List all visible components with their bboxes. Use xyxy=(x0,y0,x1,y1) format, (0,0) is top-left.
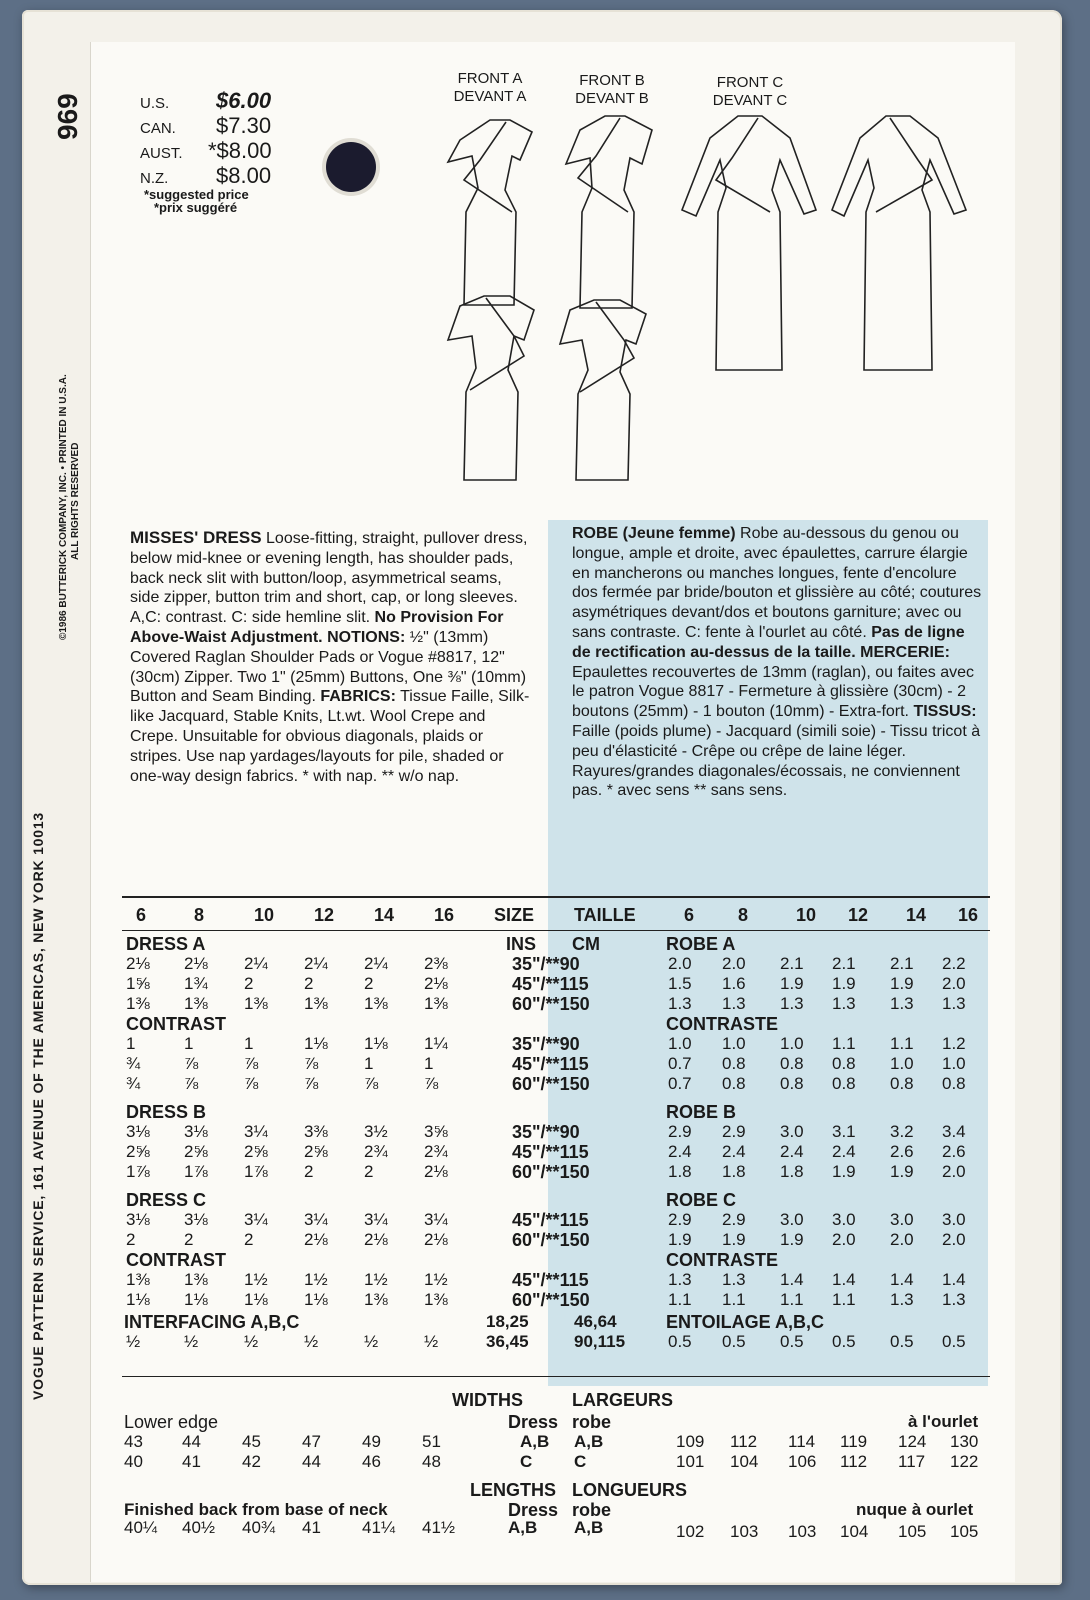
largeurs-label: LARGEURS xyxy=(572,1390,674,1410)
yardage-cm-cell: 2.0 xyxy=(722,954,746,973)
width-ins-cell: 41 xyxy=(182,1452,201,1471)
fabric-width-cell: 35"/**90 xyxy=(512,1034,580,1054)
yardage-ins-cell: 1⅜ xyxy=(184,994,208,1013)
yardage-cm-cell: 1.9 xyxy=(780,1230,804,1249)
yardage-cm-cell: 2.4 xyxy=(668,1142,692,1161)
yardage-cm-cell: 1.4 xyxy=(832,1270,856,1289)
english-description: MISSES' DRESS Loose-fitting, straight, pullover dress, below mid-knee or evening length, has shoulder pads, back neck slit with button/loop, asymmetrical seams, side zipper, button trim and short, cap, or long sleeves. A,C: contrast. C: side hemline slit. No Provision For Above-Waist Adjustment. NOTIONS: ½" (13mm) Covered Raglan Shoulder Pads or Vogue #8817, 12" (30cm) Zipper. Two 1" (25mm) Buttons, One ⅜" (10mm) Button and Seam Binding. FABRICS: Tissue Faille, Silk-like Jacquard, Stable Knits, Lt.wt. Wool Crepe and Crepe. Unsuitable for obvious diagonals, plaids or stripes. Use nap yardages/layouts for pile, shaded or one-way design fabrics. * with nap. ** w/o nap. xyxy=(130,528,530,785)
a-lourlet-label: à l'ourlet xyxy=(908,1412,979,1431)
yardage-ins-cell: 2⅛ xyxy=(364,1230,388,1249)
price-row-nz: N.Z. $8.00 xyxy=(140,163,272,188)
yardage-cm-cell: 2.6 xyxy=(942,1142,966,1161)
interfacing-cm-cell: 0.5 xyxy=(890,1332,914,1351)
yardage-ins-cell: ¾ xyxy=(126,1074,141,1093)
yardage-ins-cell: 2⅜ xyxy=(424,954,448,973)
yardage-ins-cell: 1⅛ xyxy=(364,1034,388,1053)
section-label-fr: CONTRASTE xyxy=(666,1014,778,1034)
size-header-16: 16 xyxy=(434,905,455,925)
lengths-robe-label: robe xyxy=(572,1500,612,1520)
fabric-width-cell: 60"/**150 xyxy=(512,1162,590,1182)
interfacing-cm-cell: 0.5 xyxy=(780,1332,804,1351)
figure-label-a: FRONT A DEVANT A xyxy=(453,70,527,105)
yardage-cm-cell: 1.3 xyxy=(942,1290,966,1309)
yardage-ins-cell: 3¼ xyxy=(424,1210,448,1229)
yardage-cm-cell: 3.0 xyxy=(942,1210,966,1229)
interfacing-cm-cell: 0.5 xyxy=(832,1332,856,1351)
interfacing-cm-cell: 0.5 xyxy=(722,1332,746,1351)
taille-header-16: 16 xyxy=(958,905,979,925)
section-label-en: DRESS A xyxy=(126,934,206,954)
yardage-cm-cell: 0.8 xyxy=(890,1074,914,1093)
fabric-width-cell: 45"/**115 xyxy=(512,1270,589,1290)
width-cm-cell: 124 xyxy=(898,1432,927,1451)
yardage-cm-cell: 1.3 xyxy=(832,994,856,1013)
yardage-ins-cell: 1⅜ xyxy=(126,1270,150,1289)
yardage-cm-cell: 3.0 xyxy=(890,1210,914,1229)
widths-robe-label: robe xyxy=(572,1412,612,1432)
length-cm-cell: 105 xyxy=(898,1522,927,1541)
price-list xyxy=(140,88,272,214)
width-ins-cell: 51 xyxy=(422,1432,441,1451)
chart-header-rule xyxy=(122,930,990,931)
dress-a-back-icon xyxy=(448,296,534,480)
yardage-cm-cell: 1.3 xyxy=(942,994,966,1013)
yardage-ins-cell: 3¼ xyxy=(304,1210,328,1229)
yardage-ins-cell: 1⅛ xyxy=(304,1290,328,1309)
yardage-cm-cell: 0.8 xyxy=(832,1074,856,1093)
width-ins-cell: 46 xyxy=(362,1452,381,1471)
length-ins-cell: 40¾ xyxy=(242,1518,276,1537)
yardage-cm-cell: 3.0 xyxy=(780,1210,804,1229)
size-header-6: 6 xyxy=(136,905,147,925)
yardage-ins-cell: 2¼ xyxy=(244,954,268,973)
price-row-aust: AUST. *$8.00 xyxy=(140,138,272,163)
yardage-cm-cell: 2.0 xyxy=(668,954,692,973)
yardage-ins-cell: 1⅛ xyxy=(304,1034,328,1053)
fabric-width-cell: 35"/**90 xyxy=(512,1122,580,1142)
width-ins-cell: 40 xyxy=(124,1452,143,1471)
yardage-ins-cell: 1⅞ xyxy=(126,1162,150,1181)
yardage-cm-cell: 2.9 xyxy=(722,1210,746,1229)
section-label-en: DRESS B xyxy=(126,1102,207,1122)
yardage-cm-cell: 2.4 xyxy=(832,1142,856,1161)
yardage-cm-cell: 2.9 xyxy=(722,1122,746,1141)
yardage-cm-cell: 1.2 xyxy=(942,1034,966,1053)
yardage-cm-cell: 2.1 xyxy=(832,954,856,973)
taille-header-10: 10 xyxy=(796,905,817,925)
width-cm-cell: 106 xyxy=(788,1452,817,1471)
yardage-ins-cell: 3⅛ xyxy=(184,1210,208,1229)
french-description: ROBE (Jeune femme) Robe au-dessous du genou ou longue, ample et droite, avec épaulettes, carrure élargie en mancherons ou manches longues, fente d'encolure dos fermée par bride/bouton et glissière au côté; coutures asymétriques devant/dos et boutons garniture; avec ou sans contraste. C: fente à l'ourlet au côté. Pas de ligne de rectification au-dessus de la taille. MERCERIE: Epaulettes recouvertes de 13mm (raglan), ou faites avec le patron Vogue 8817 - Fermeture à glissière (30cm) - 2 boutons (25mm) - 1 bouton (10mm) - Extra-fort. TISSUS: Faille (poids plume) - Jacquard (simili soie) - Tissu tricot à peu d'élasticité - Crêpe ou crêpe de laine léger. Rayures/grandes diagonales/écossais, ne conviennent pas. * avec sens ** sans sens. xyxy=(572,525,982,800)
width-cm-cell: 117 xyxy=(898,1452,926,1471)
yardage-cm-cell: 1.1 xyxy=(780,1290,804,1309)
size-header-8: 8 xyxy=(194,905,205,925)
interfacing-ins-cell: ½ xyxy=(424,1332,439,1351)
yardage-ins-cell: 3¼ xyxy=(244,1210,268,1229)
yardage-cm-cell: 1.5 xyxy=(668,974,692,993)
section-label-en: CONTRAST xyxy=(126,1250,226,1270)
size-label: SIZE xyxy=(494,905,535,925)
interfacing-ins-cell: ½ xyxy=(126,1332,141,1351)
yardage-ins-cell: 1⅜ xyxy=(244,994,268,1013)
yardage-cm-cell: 2.0 xyxy=(942,1162,966,1181)
yardage-ins-cell: ⅞ xyxy=(424,1074,439,1093)
yardage-cm-cell: 2.9 xyxy=(668,1122,692,1141)
width-cm-cell: 122 xyxy=(950,1452,979,1471)
yardage-ins-cell: ¾ xyxy=(126,1054,141,1073)
yardage-cm-cell: 2.2 xyxy=(942,954,966,973)
yardage-ins-cell: 3⅛ xyxy=(126,1122,150,1141)
yardage-ins-cell: 2¾ xyxy=(424,1142,448,1161)
width-cm-cell: 119 xyxy=(840,1432,868,1451)
yardage-ins-cell: 3⅛ xyxy=(126,1210,150,1229)
interfacing-cm-cell: 0.5 xyxy=(668,1332,692,1351)
width-ins-cell: 44 xyxy=(182,1432,201,1451)
dress-illustrations xyxy=(420,100,990,500)
length-ins-cell: 41 xyxy=(302,1518,321,1537)
yardage-ins-cell: 2⅝ xyxy=(304,1142,328,1161)
yardage-cm-cell: 1.0 xyxy=(942,1054,966,1073)
yardage-cm-cell: 1.3 xyxy=(890,994,914,1013)
section-label-fr: ROBE C xyxy=(666,1190,737,1210)
yardage-cm-cell: 1.0 xyxy=(890,1054,914,1073)
yardage-cm-cell: 1.9 xyxy=(668,1230,692,1249)
yardage-ins-cell: 2 xyxy=(126,1230,136,1249)
yardage-cm-cell: 1.1 xyxy=(832,1034,856,1053)
interfacing-width-ins: 36,45 xyxy=(486,1332,529,1351)
interfacing-ins-cell: ½ xyxy=(244,1332,259,1351)
yardage-ins-cell: ⅞ xyxy=(304,1074,319,1093)
yardage-cm-cell: 1.9 xyxy=(780,974,804,993)
widths-dress-label: Dress xyxy=(508,1412,559,1432)
interfacing-ins-cell: ½ xyxy=(364,1332,379,1351)
yardage-ins-cell: 1 xyxy=(364,1054,374,1073)
dress-c-back-icon xyxy=(832,116,966,370)
yardage-cm-cell: 2.0 xyxy=(942,1230,966,1249)
size-header-10: 10 xyxy=(254,905,275,925)
yardage-cm-cell: 0.8 xyxy=(942,1074,966,1093)
yardage-cm-cell: 3.0 xyxy=(832,1210,856,1229)
length-ins-cell: 40½ xyxy=(182,1518,216,1537)
yardage-cm-cell: 1.4 xyxy=(942,1270,966,1289)
length-cm-cell: 103 xyxy=(788,1522,817,1541)
yardage-cm-cell: 0.7 xyxy=(668,1074,692,1093)
fabric-width-cell: 60"/**150 xyxy=(512,1230,590,1250)
yardage-ins-cell: 1⅝ xyxy=(126,974,150,993)
width-ins-cell: 49 xyxy=(362,1432,381,1451)
lengths-dress-label: Dress xyxy=(508,1500,559,1520)
yardage-cm-cell: 1.0 xyxy=(780,1034,804,1053)
interfacing-width-cm: 46,64 xyxy=(574,1312,617,1331)
width-ins-cell: 43 xyxy=(124,1432,143,1451)
width-cm-cell: 109 xyxy=(676,1432,705,1451)
yardage-ins-cell: 2⅛ xyxy=(304,1230,328,1249)
yardage-cm-cell: 1.3 xyxy=(722,1270,746,1289)
yardage-cm-cell: 1.3 xyxy=(780,994,804,1013)
width-view-label-fr: A,B xyxy=(574,1432,604,1451)
figure-label-c: FRONT C DEVANT C xyxy=(712,74,788,109)
yardage-ins-cell: ⅞ xyxy=(304,1054,319,1073)
size-header-12: 12 xyxy=(314,905,335,925)
yardage-ins-cell: 1⅜ xyxy=(304,994,328,1013)
yardage-cm-cell: 1.9 xyxy=(890,974,914,993)
yardage-ins-cell: 2 xyxy=(304,1162,314,1181)
yardage-cm-cell: 0.8 xyxy=(780,1074,804,1093)
yardage-cm-cell: 2.4 xyxy=(722,1142,746,1161)
yardage-ins-cell: 3¼ xyxy=(364,1210,388,1229)
price-row-can: CAN. $7.30 xyxy=(140,113,272,138)
yardage-ins-cell: 3¼ xyxy=(244,1122,268,1141)
lengths-label: LENGTHS xyxy=(470,1480,557,1500)
yardage-cm-cell: 1.1 xyxy=(668,1290,692,1309)
yardage-ins-cell: 2¾ xyxy=(364,1142,388,1161)
interfacing-width-cm: 90,115 xyxy=(574,1332,626,1351)
yardage-cm-cell: 1.9 xyxy=(832,974,856,993)
yardage-ins-cell: 2⅝ xyxy=(126,1142,150,1161)
yardage-ins-cell: 2 xyxy=(364,1162,374,1181)
yardage-cm-cell: 0.8 xyxy=(780,1054,804,1073)
yardage-cm-cell: 1.8 xyxy=(722,1162,746,1181)
chart-top-rule xyxy=(122,896,990,898)
yardage-ins-cell: 1 xyxy=(424,1054,434,1073)
length-ins-cell: 41½ xyxy=(422,1518,456,1537)
yardage-ins-cell: 1½ xyxy=(424,1270,448,1289)
yardage-cm-cell: 2.4 xyxy=(780,1142,804,1161)
pattern-number: 969 xyxy=(52,93,83,140)
length-cm-cell: 105 xyxy=(950,1522,979,1541)
dress-a-front-icon xyxy=(448,120,532,305)
yardage-cm-cell: 2.1 xyxy=(890,954,914,973)
yardage-ins-cell: 1⅞ xyxy=(184,1162,208,1181)
yardage-ins-cell: ⅞ xyxy=(244,1074,259,1093)
yardage-ins-cell: ⅞ xyxy=(184,1074,199,1093)
yardage-ins-cell: 1⅛ xyxy=(244,1290,268,1309)
section-label-fr: ROBE B xyxy=(666,1102,737,1122)
fabric-width-cell: 45"/**115 xyxy=(512,974,589,994)
yardage-cm-cell: 2.0 xyxy=(942,974,966,993)
yardage-cm-cell: 1.9 xyxy=(890,1162,914,1181)
taille-header-12: 12 xyxy=(848,905,869,925)
taille-header-6: 6 xyxy=(684,905,695,925)
yardage-cm-cell: 1.4 xyxy=(780,1270,804,1289)
fabric-width-cell: 60"/**150 xyxy=(512,1074,590,1094)
width-ins-cell: 45 xyxy=(242,1432,261,1451)
lower-edge-label: Lower edge xyxy=(124,1412,219,1432)
yardage-ins-cell: 1 xyxy=(184,1034,194,1053)
yardage-ins-cell: 2 xyxy=(304,974,314,993)
yardage-cm-cell: 1.3 xyxy=(668,994,692,1013)
yardage-ins-cell: 1⅜ xyxy=(184,1270,208,1289)
yardage-cm-cell: 1.9 xyxy=(722,1230,746,1249)
section-label-en: DRESS C xyxy=(126,1190,207,1210)
nuque-label: nuque à ourlet xyxy=(856,1500,974,1519)
chart-bottom-rule xyxy=(122,1376,990,1377)
taille-header-14: 14 xyxy=(906,905,927,925)
yardage-ins-cell: 2¼ xyxy=(364,954,388,973)
widths-label: WIDTHS xyxy=(452,1390,523,1410)
yardage-cm-cell: 1.0 xyxy=(722,1034,746,1053)
yardage-cm-cell: 2.9 xyxy=(668,1210,692,1229)
yardage-ins-cell: 2⅛ xyxy=(424,974,448,993)
interfacing-label-en: INTERFACING A,B,C xyxy=(124,1312,300,1332)
yardage-cm-cell: 1.1 xyxy=(832,1290,856,1309)
yardage-cm-cell: 3.0 xyxy=(780,1122,804,1141)
fabric-width-cell: 45"/**115 xyxy=(512,1054,589,1074)
width-cm-cell: 130 xyxy=(950,1432,979,1451)
yardage-ins-cell: 2 xyxy=(364,974,374,993)
width-view-label: A,B xyxy=(520,1432,550,1451)
width-cm-cell: 114 xyxy=(788,1432,816,1451)
yardage-ins-cell: 1¼ xyxy=(424,1034,448,1053)
length-cm-cell: 103 xyxy=(730,1522,759,1541)
yardage-cm-cell: 1.1 xyxy=(722,1290,746,1309)
interfacing-ins-cell: ½ xyxy=(304,1332,319,1351)
yardage-ins-cell: 2 xyxy=(184,1230,194,1249)
yardage-cm-cell: 0.8 xyxy=(832,1054,856,1073)
fabric-width-cell: 60"/**150 xyxy=(512,1290,590,1310)
price-row-us: U.S. $6.00 xyxy=(140,88,272,113)
yardage-cm-cell: 2.0 xyxy=(890,1230,914,1249)
width-view-label-fr: C xyxy=(574,1452,587,1471)
yardage-ins-cell: 2⅝ xyxy=(184,1142,208,1161)
yardage-cm-cell: 0.8 xyxy=(722,1074,746,1093)
yardage-cm-cell: 0.7 xyxy=(668,1054,692,1073)
yardage-cm-cell: 1.4 xyxy=(890,1270,914,1289)
yardage-cm-cell: 1.3 xyxy=(722,994,746,1013)
width-ins-cell: 47 xyxy=(302,1432,321,1451)
longueurs-label: LONGUEURS xyxy=(572,1480,688,1500)
fabric-width-cell: 35"/**90 xyxy=(512,954,580,974)
yardage-ins-cell: 1⅛ xyxy=(126,1290,150,1309)
fabric-width-cell: 45"/**115 xyxy=(512,1210,589,1230)
length-cm-cell: 102 xyxy=(676,1522,705,1541)
yardage-cm-cell: 1.6 xyxy=(722,974,746,993)
yardage-ins-cell: 1 xyxy=(126,1034,136,1053)
copyright-notice: ©1986 BUTTERICK COMPANY, INC. • PRINTED IN U.S.A. ALL RIGHTS RESERVED xyxy=(58,374,81,640)
interfacing-width-ins: 18,25 xyxy=(486,1312,529,1331)
width-ins-cell: 48 xyxy=(422,1452,441,1471)
width-view-label: C xyxy=(520,1452,533,1471)
length-cm-cell: 104 xyxy=(840,1522,869,1541)
width-ins-cell: 44 xyxy=(302,1452,321,1471)
yardage-cm-cell: 1.8 xyxy=(780,1162,804,1181)
length-ins-cell: 40¼ xyxy=(124,1518,158,1537)
yardage-ins-cell: 1½ xyxy=(364,1270,388,1289)
yardage-cm-cell: 1.1 xyxy=(890,1034,914,1053)
yardage-cm-cell: 1.0 xyxy=(668,1034,692,1053)
price-note: *suggested price *prix suggéré xyxy=(144,187,249,215)
yardage-ins-cell: 1⅜ xyxy=(364,994,388,1013)
yardage-ins-cell: ⅞ xyxy=(364,1074,379,1093)
width-cm-cell: 104 xyxy=(730,1452,759,1471)
width-cm-cell: 112 xyxy=(730,1432,758,1451)
yardage-ins-cell: 1⅛ xyxy=(184,1290,208,1309)
dress-b-back-icon xyxy=(560,300,646,480)
section-label-en: CONTRAST xyxy=(126,1014,226,1034)
cm-label: CM xyxy=(572,934,600,954)
yardage-ins-cell: 1⅜ xyxy=(424,1290,448,1309)
width-cm-cell: 101 xyxy=(676,1452,705,1471)
yardage-ins-cell: ⅞ xyxy=(244,1054,259,1073)
yardage-ins-cell: 2⅛ xyxy=(424,1162,448,1181)
fabric-width-cell: 60"/**150 xyxy=(512,994,590,1014)
taille-header-8: 8 xyxy=(738,905,749,925)
yardage-cm-cell: 1.9 xyxy=(832,1162,856,1181)
interfacing-label-fr: ENTOILAGE A,B,C xyxy=(666,1312,825,1332)
yardage-ins-cell: 3½ xyxy=(364,1122,388,1141)
dress-b-front-icon xyxy=(566,116,652,308)
yardage-ins-cell: 1½ xyxy=(244,1270,268,1289)
yardage-ins-cell: 2¼ xyxy=(304,954,328,973)
yardage-cm-cell: 0.8 xyxy=(722,1054,746,1073)
length-view-label: A,B xyxy=(508,1518,538,1537)
width-ins-cell: 42 xyxy=(242,1452,261,1471)
publisher-address: VOGUE PATTERN SERVICE, 161 AVENUE OF THE AMERICAS, NEW YORK 10013 xyxy=(30,811,46,1400)
finished-back-label: Finished back from base of neck xyxy=(124,1500,388,1519)
taille-label: TAILLE xyxy=(574,905,636,925)
length-ins-cell: 41¼ xyxy=(362,1518,396,1537)
hang-hole xyxy=(326,142,376,192)
yardage-ins-cell: ⅞ xyxy=(184,1054,199,1073)
fabric-width-cell: 45"/**115 xyxy=(512,1142,589,1162)
yardage-ins-cell: 2 xyxy=(244,1230,254,1249)
yardage-ins-cell: 3⅝ xyxy=(424,1122,448,1141)
yardage-cm-cell: 2.0 xyxy=(832,1230,856,1249)
yardage-cm-cell: 3.1 xyxy=(832,1122,856,1141)
yardage-cm-cell: 2.1 xyxy=(780,954,804,973)
yardage-ins-cell: 2 xyxy=(244,974,254,993)
yardage-cm-cell: 3.4 xyxy=(942,1122,966,1141)
yardage-ins-cell: 2⅝ xyxy=(244,1142,268,1161)
yardage-ins-cell: 3⅛ xyxy=(184,1122,208,1141)
section-label-fr: CONTRASTE xyxy=(666,1250,778,1270)
yardage-ins-cell: 3⅜ xyxy=(304,1122,328,1141)
interfacing-cm-cell: 0.5 xyxy=(942,1332,966,1351)
yardage-ins-cell: 1 xyxy=(244,1034,254,1053)
yardage-ins-cell: 1⅜ xyxy=(364,1290,388,1309)
yardage-ins-cell: 2⅛ xyxy=(126,954,150,973)
yardage-ins-cell: 1½ xyxy=(304,1270,328,1289)
length-view-label-fr: A,B xyxy=(574,1518,604,1537)
yardage-ins-cell: 1⅞ xyxy=(244,1162,268,1181)
yardage-ins-cell: 1⅜ xyxy=(126,994,150,1013)
yardage-ins-cell: 2⅛ xyxy=(184,954,208,973)
yardage-cm-cell: 1.3 xyxy=(668,1270,692,1289)
yardage-ins-cell: 2⅛ xyxy=(424,1230,448,1249)
width-cm-cell: 112 xyxy=(840,1452,868,1471)
yardage-cm-cell: 1.3 xyxy=(890,1290,914,1309)
yardage-ins-cell: 1¾ xyxy=(184,974,208,993)
size-header-14: 14 xyxy=(374,905,395,925)
yardage-cm-cell: 1.8 xyxy=(668,1162,692,1181)
figure-label-b: FRONT B DEVANT B xyxy=(575,72,649,107)
yardage-ins-cell: 1⅜ xyxy=(424,994,448,1013)
yardage-cm-cell: 2.6 xyxy=(890,1142,914,1161)
interfacing-ins-cell: ½ xyxy=(184,1332,199,1351)
ins-label: INS xyxy=(506,934,537,954)
section-label-fr: ROBE A xyxy=(666,934,736,954)
yardage-cm-cell: 3.2 xyxy=(890,1122,914,1141)
dress-c-front-icon xyxy=(682,116,816,370)
